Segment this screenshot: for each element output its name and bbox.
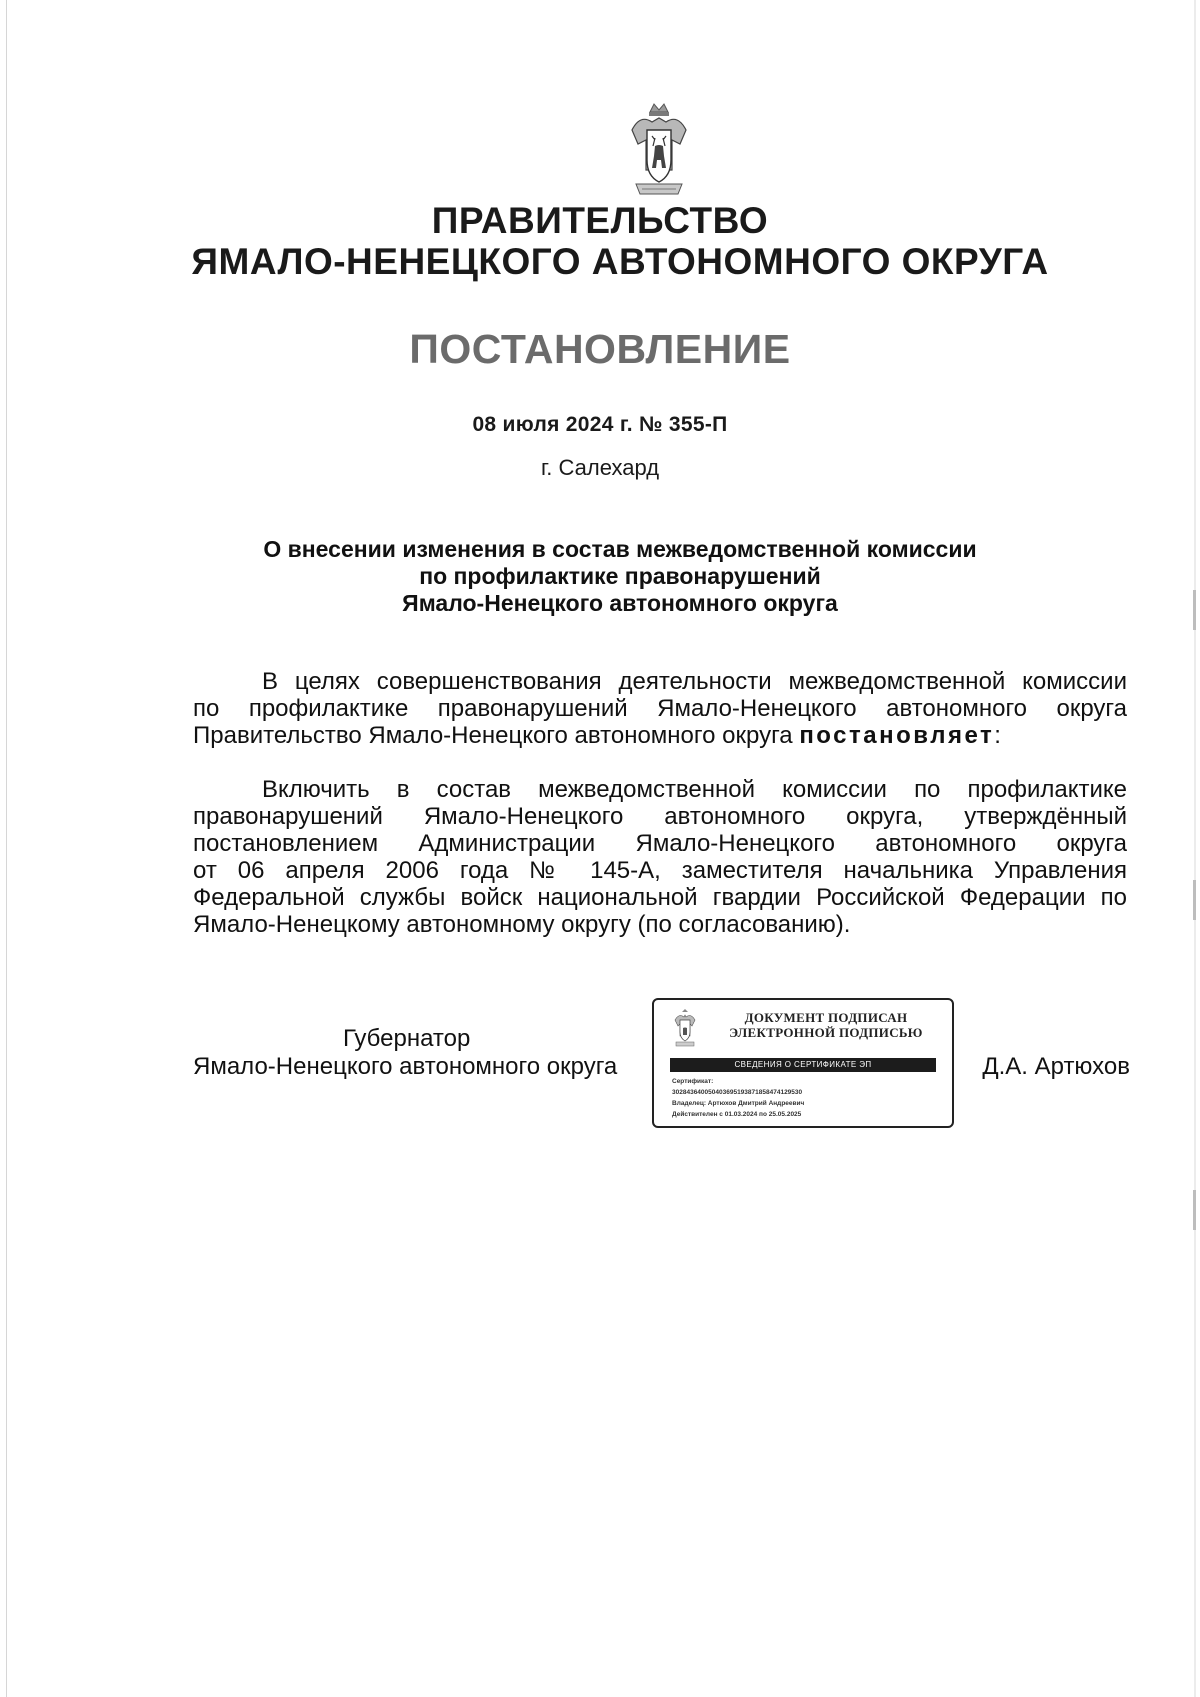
paragraph-decision xyxy=(193,776,1127,938)
coat-of-arms-icon xyxy=(622,100,696,200)
stamp-owner: Владелец: Артюхов Дмитрий Андреевич xyxy=(672,1100,805,1107)
paragraph-line xyxy=(193,722,1127,749)
paragraph-line: Федеральной службы войск национальной гвардии Российской Федерации по xyxy=(193,884,1127,911)
paragraph-line: по профилактике правонарушений Ямало-Ненецкого автономного округа xyxy=(193,695,1127,722)
paragraph-text: Правительство Ямало-Ненецкого автономного округа xyxy=(193,722,800,749)
stamp-certificate-header: СВЕДЕНИЯ О СЕРТИФИКАТЕ ЭП xyxy=(670,1058,936,1072)
signatory-role-line: Губернатор xyxy=(343,1025,471,1052)
paragraph-line: Включить в состав межведомственной комиссии по профилактике xyxy=(262,776,1127,803)
paragraph-line: правонарушений Ямало-Ненецкого автономного округа, утверждённый xyxy=(193,803,1127,830)
paragraph-preamble xyxy=(193,668,1127,749)
subject-line: по профилактике правонарушений xyxy=(419,563,821,589)
stamp-cert-value: 302843640050403695193871858474129530 xyxy=(672,1089,803,1096)
paragraph-line: В целях совершенствования деятельности межведомственной комиссии xyxy=(262,668,1127,695)
document-subject xyxy=(190,536,1050,617)
document-place: г. Салехард xyxy=(540,455,660,480)
government-title-line2: ЯМАЛО-НЕНЕЦКОГО АВТОНОМНОГО ОКРУГА xyxy=(191,241,1049,282)
stamp-validity: Действителен с 01.03.2024 по 25.05.2025 xyxy=(672,1111,802,1118)
decree-keyword: постановляет xyxy=(799,722,995,749)
subject-line: Ямало-Ненецкого автономного округа xyxy=(402,590,838,616)
electronic-signature-stamp xyxy=(652,998,954,1128)
page-edge-left xyxy=(6,0,7,1697)
signatory-role xyxy=(193,1025,643,1081)
subject-line: О внесении изменения в состав межведомственной комиссии xyxy=(263,536,977,562)
stamp-title-line: ДОКУМЕНТ ПОДПИСАН xyxy=(744,1010,908,1025)
signatory-name: Д.А. Артюхов xyxy=(982,1053,1130,1080)
stamp-cert-label: Сертификат: xyxy=(672,1078,714,1085)
stamp-title xyxy=(710,1010,942,1040)
stamp-certificate-info xyxy=(672,1076,948,1120)
document-type: ПОСТАНОВЛЕНИЕ xyxy=(409,326,791,372)
government-title-line1: ПРАВИТЕЛЬСТВО xyxy=(431,200,769,241)
stamp-title-line: ЭЛЕКТРОННОЙ ПОДПИСЬЮ xyxy=(729,1025,923,1040)
coat-of-arms-icon xyxy=(672,1008,698,1048)
paragraph-line: Ямало-Ненецкому автономному округу (по согласованию). xyxy=(193,911,851,938)
paragraph-line: постановлением Администрации Ямало-Ненецкого автономного округа xyxy=(193,830,1127,857)
signatory-role-line: Ямало-Ненецкого автономного округа xyxy=(193,1053,618,1080)
paragraph-text: : xyxy=(994,722,1001,749)
paragraph-line: от 06 апреля 2006 года № 145-А, заместителя начальника Управления xyxy=(193,857,1127,884)
document-date-number: 08 июля 2024 г. № 355-П xyxy=(472,413,728,436)
